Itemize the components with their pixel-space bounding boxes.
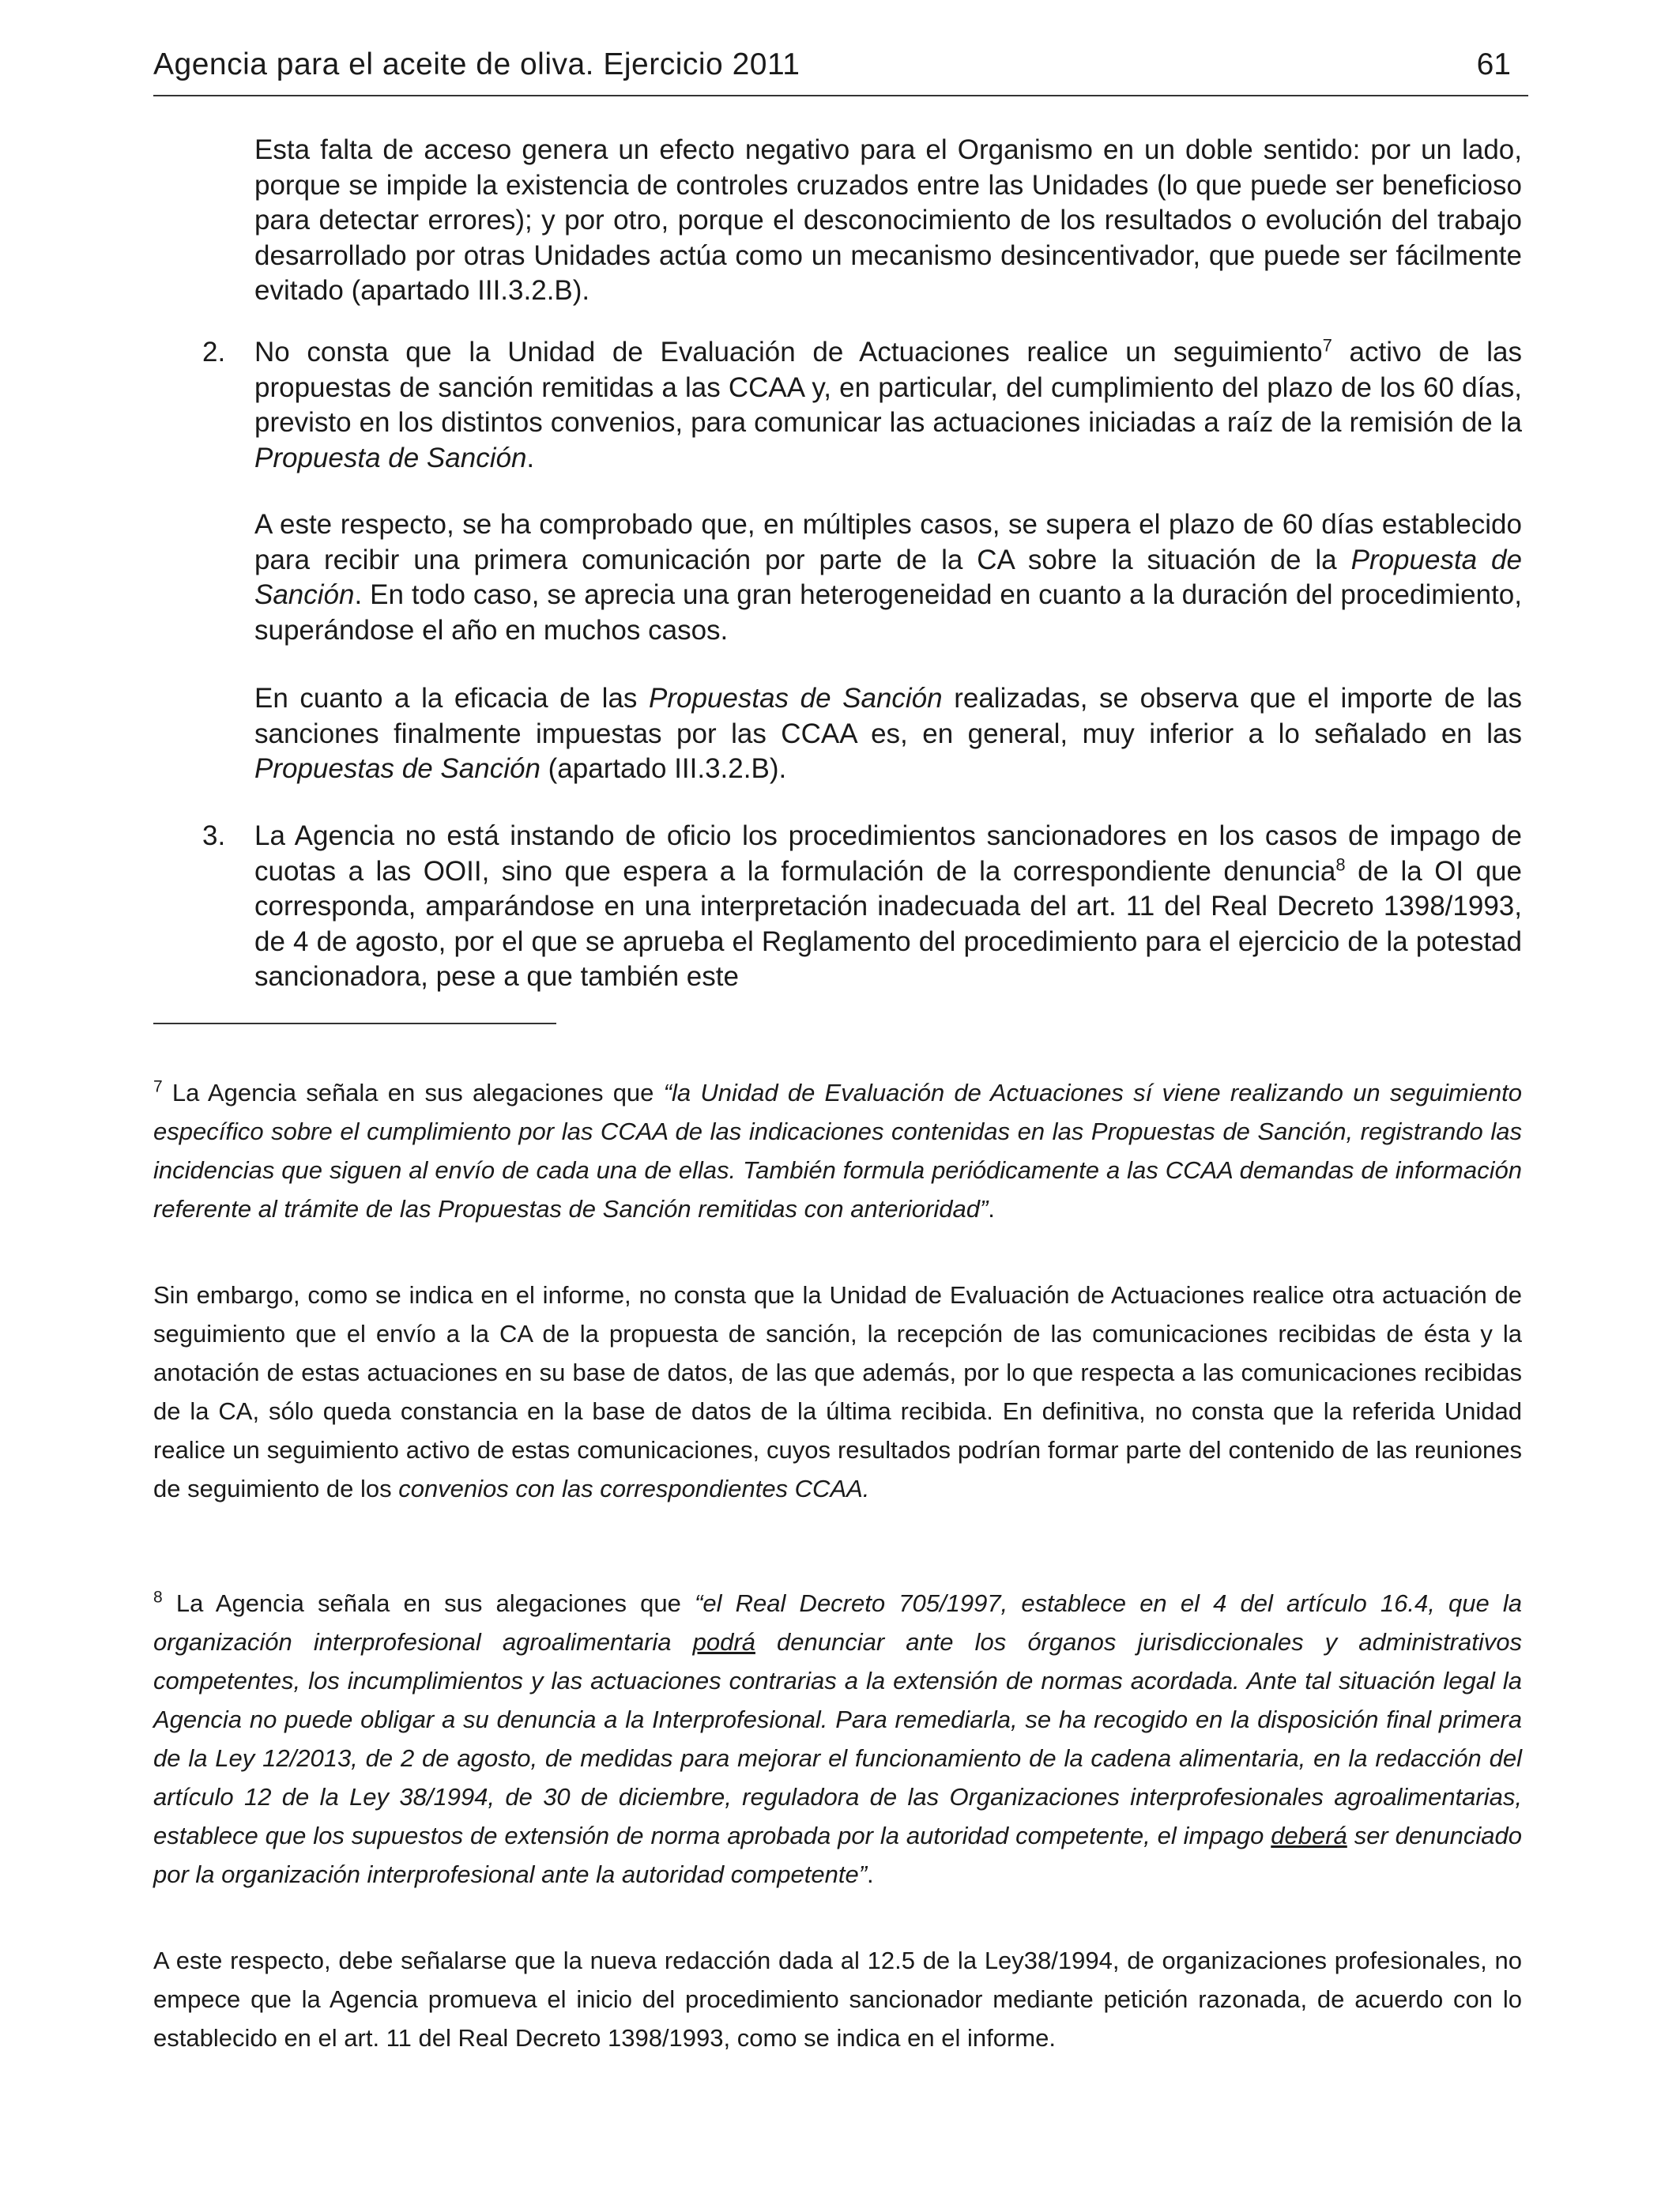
text-run: . En todo caso, se aprecia una gran heterogeneidad en cuanto a la duración del procedimiento, superándose el año en muchos casos. (254, 579, 1522, 646)
text-run: realizadas, se observa que el importe de las sanciones finalmente impuestas por las CCAA es, en general, muy inferior a lo señalado en las (254, 683, 1522, 749)
underlined-word: deberá (1271, 1822, 1347, 1849)
text-run-italic: Propuestas de Sanción (649, 683, 943, 714)
text-run: “el Real Decreto 705/1997, establece en el 4 del artículo 16.4, que la organización interprofesional agroalimentaria (153, 1589, 1522, 1656)
list-item-2 (202, 335, 1522, 477)
footnote-separator (153, 1023, 556, 1024)
text-run: . (867, 1860, 874, 1888)
list-item-3 (202, 819, 1522, 1001)
text-run-italic: Propuestas de Sanción (254, 753, 541, 784)
footnote-7 (153, 1073, 1522, 1228)
footnote-ref-8[interactable]: 8 (1335, 854, 1346, 874)
text-run: . (526, 442, 535, 473)
paragraph-access-text: Esta falta de acceso genera un efecto negativo para el Organismo en un doble sentido: por un lado, porque se impide la existencia de controles cruzados entre las Unidades (lo que puede ser beneficioso para detectar errores); y por otro, porque el desconocimiento de los resultados o evolución del trabajo desarrollado por otras Unidades actúa como un mecanismo desincentivador, que puede ser fácilmente evitado (apartado III.3.2.B). (254, 134, 1522, 306)
text-run: La Agencia no está instando de oficio los procedimientos sancionadores en los casos de impago de cuotas a las OOII, sino que espera a la formulación de la correspondiente denuncia (254, 820, 1522, 887)
list-item-text (254, 335, 1522, 476)
paragraph-plazo (254, 507, 1522, 648)
text-run: activo de las propuestas de sanción remitidas a las CCAA y, en particular, del cumplimiento del plazo de los 60 días, previsto en los distintos convenios, para comunicar las actuaciones iniciadas a raíz de la remisión de la (254, 337, 1522, 438)
underlined-word: podrá (692, 1628, 755, 1656)
list-item-number: 2. (202, 337, 226, 368)
text-run: (apartado III.3.2.B). (540, 753, 787, 784)
paragraph-eficacia (254, 681, 1522, 787)
text-run-italic: “la Unidad de Evaluación de Actuaciones sí viene realizando un seguimiento específico sobre el cumplimiento por las CCAA de las indicaciones contenidas en las Propuestas de Sanción, registrando las incidencias que siguen al envío de cada una de ellas. También formula periódicamente a las CCAA demandas de información referente al trámite de las Propuestas de Sanción remitidas con anterioridad” (153, 1079, 1522, 1223)
text-run-italic: Propuesta de Sanción (254, 544, 1522, 610)
text-run: En cuanto a la eficacia de las (254, 683, 649, 714)
page-number: 61 (1476, 47, 1511, 81)
page-header (153, 44, 1528, 96)
text-run: Sin embargo, como se indica en el informe, no consta que la Unidad de Evaluación de Actuaciones realice otra actuación de seguimiento que el envío a la CA de la propuesta de sanción, la recepción de las comunicaciones recibidas de ésta y la anotación de estas actuaciones en su base de datos, de las que además, por lo que respecta a las comunicaciones recibidas de la CA, sólo queda constancia en la base de datos de la última recibida. En definitiva, no consta que la referida Unidad realice un seguimiento activo de estas comunicaciones, cuyos resultados podrían formar parte del contenido de las reuniones de seguimiento de los (153, 1281, 1522, 1502)
text-run: A este respecto, se ha comprobado que, en múltiples casos, se supera el plazo de 60 días establecido para recibir una primera comunicación por parte de la CA sobre la situación de la (254, 509, 1522, 575)
text-run-italic (153, 1589, 1522, 1888)
list-item-text (254, 819, 1522, 995)
text-run: de la OI que corresponda, amparándose en una interpretación inadecuada del art. 11 del Real Decreto 1398/1993, de 4 de agosto, por el que se aprueba el Reglamento del procedimiento para el ejercicio de la potestad sancionadora, pese a que también este (254, 855, 1522, 992)
text-run: La Agencia señala en sus alegaciones que (162, 1079, 664, 1106)
footnote-ref-7[interactable]: 7 (1322, 335, 1332, 356)
paragraph-access (254, 133, 1522, 309)
footnote-8 (153, 1584, 1522, 1894)
text-run: A este respecto, debe señalarse que la nueva redacción dada al 12.5 de la Ley38/1994, de organizaciones profesionales, no empece que la Agencia promueva el inicio del procedimiento sancionador mediante petición razonada, de acuerdo con lo establecido en el art. 11 del Real Decreto 1398/1993, como se indica en el informe. (153, 1947, 1522, 2052)
list-item-number: 3. (202, 820, 226, 851)
footnote-8-reply (153, 1941, 1522, 2057)
header-title: Agencia para el aceite de oliva. Ejercicio 2011 (153, 47, 800, 81)
text-run-italic: convenios con las correspondientes CCAA. (398, 1475, 870, 1502)
text-run-italic: Propuesta de Sanción (254, 442, 527, 473)
footnote-7-reply (153, 1276, 1522, 1508)
footnote-mark: 7 (153, 1077, 163, 1096)
text-run: denunciar ante los órganos jurisdiccionales y administrativos competentes, los incumplimientos y las actuaciones contrarias a la extensión de normas acordada. Ante tal situación legal la Agencia no puede obligar a su denuncia a la Interprofesional. Para remediarla, se ha recogido en la disposición final primera de la Ley 12/2013, de 2 de agosto, de medidas para mejorar el funcionamiento de la cadena alimentaria, en la redacción del artículo 12 de la Ley 38/1994, de 30 de diciembre, reguladora de las Organizaciones interprofesionales agroalimentarias, establece que los supuestos de extensión de norma aprobada por la autoridad competente, el impago (153, 1628, 1522, 1849)
text-run: La Agencia señala en sus alegaciones que (162, 1589, 695, 1617)
text-run: . (988, 1195, 995, 1223)
footnote-mark: 8 (153, 1588, 163, 1607)
text-run: ser denunciado por la organización interprofesional ante la autoridad competente” (153, 1822, 1522, 1888)
text-run: No consta que la Unidad de Evaluación de Actuaciones realice un seguimiento (254, 337, 1323, 368)
